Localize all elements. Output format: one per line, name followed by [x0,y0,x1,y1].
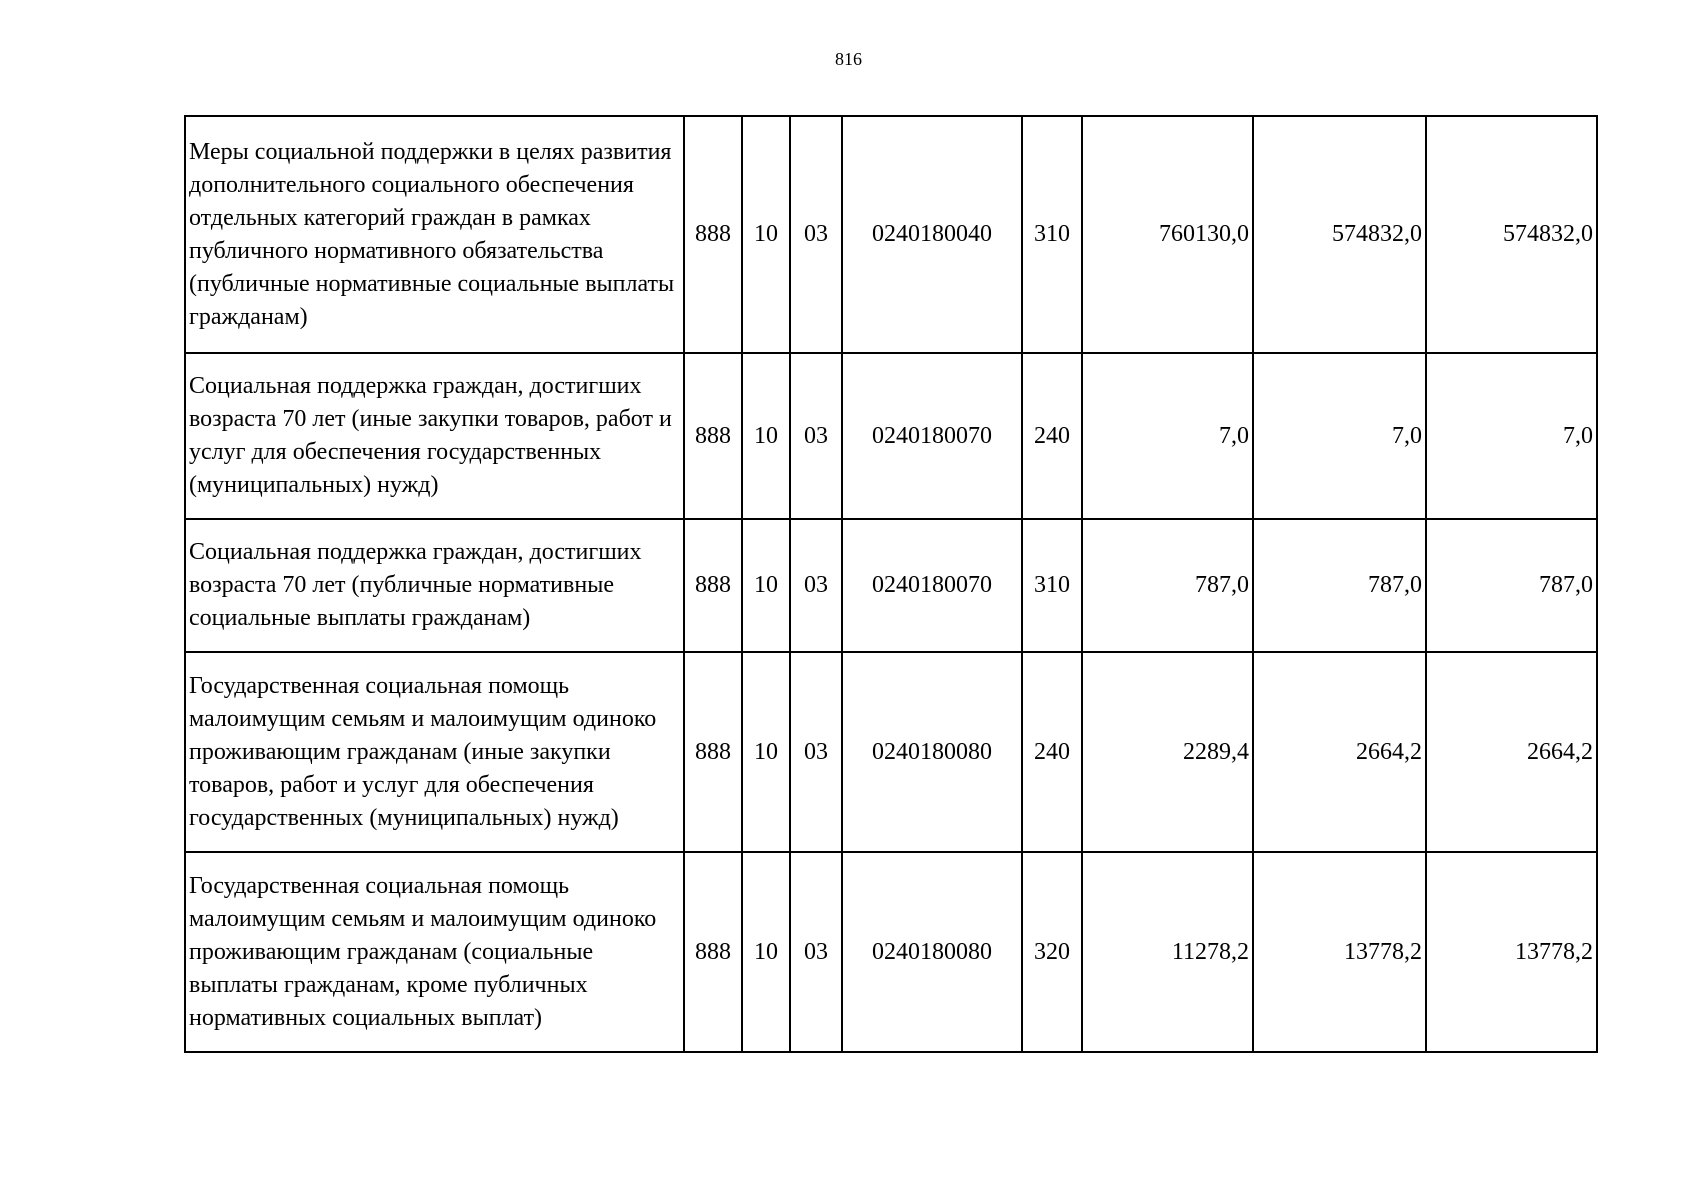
subsection-code: 03 [790,652,842,852]
ministry-code: 888 [684,852,742,1052]
budget-table [184,115,1598,1053]
expense-type-code: 240 [1022,652,1082,852]
row-description: Социальная поддержка граждан, достигших возраста 70 лет (иные закупки товаров, работ и услуг для обеспечения государственных (муниципальных) нужд) [185,353,684,519]
table-row [185,652,1597,852]
amount-1: 787,0 [1082,519,1253,652]
subsection-code: 03 [790,116,842,353]
amount-3: 787,0 [1426,519,1597,652]
section-code: 10 [742,353,790,519]
row-description: Государственная социальная помощь малоимущим семьям и малоимущим одиноко проживающим гражданам (иные закупки товаров, работ и услуг для обеспечения государственных (муниципальных) нужд) [185,652,684,852]
ministry-code: 888 [684,353,742,519]
amount-1: 2289,4 [1082,652,1253,852]
subsection-code: 03 [790,353,842,519]
amount-3: 13778,2 [1426,852,1597,1052]
target-article-code: 0240180070 [842,519,1022,652]
amount-3: 2664,2 [1426,652,1597,852]
ministry-code: 888 [684,116,742,353]
page-number: 816 [835,49,862,69]
target-article-code: 0240180070 [842,353,1022,519]
expense-type-code: 310 [1022,519,1082,652]
target-article-code: 0240180080 [842,652,1022,852]
amount-2: 2664,2 [1253,652,1426,852]
ministry-code: 888 [684,652,742,852]
table-row [185,353,1597,519]
ministry-code: 888 [684,519,742,652]
amount-1: 11278,2 [1082,852,1253,1052]
subsection-code: 03 [790,519,842,652]
table-row [185,116,1597,353]
amount-1: 760130,0 [1082,116,1253,353]
amount-1: 7,0 [1082,353,1253,519]
section-code: 10 [742,519,790,652]
row-description: Социальная поддержка граждан, достигших возраста 70 лет (публичные нормативные социальные выплаты гражданам) [185,519,684,652]
amount-2: 787,0 [1253,519,1426,652]
amount-2: 13778,2 [1253,852,1426,1052]
section-code: 10 [742,652,790,852]
target-article-code: 0240180040 [842,116,1022,353]
expense-type-code: 240 [1022,353,1082,519]
target-article-code: 0240180080 [842,852,1022,1052]
amount-3: 574832,0 [1426,116,1597,353]
section-code: 10 [742,852,790,1052]
expense-type-code: 320 [1022,852,1082,1052]
table-row [185,519,1597,652]
subsection-code: 03 [790,852,842,1052]
amount-3: 7,0 [1426,353,1597,519]
amount-2: 7,0 [1253,353,1426,519]
amount-2: 574832,0 [1253,116,1426,353]
row-description: Государственная социальная помощь малоимущим семьям и малоимущим одиноко проживающим гражданам (социальные выплаты гражданам, кроме публичных нормативных социальных выплат) [185,852,684,1052]
table-row [185,852,1597,1052]
expense-type-code: 310 [1022,116,1082,353]
row-description: Меры социальной поддержки в целях развития дополнительного социального обеспечения отдельных категорий граждан в рамках публичного нормативного обязательства (публичные нормативные социальные выплаты гражданам) [185,116,684,353]
section-code: 10 [742,116,790,353]
